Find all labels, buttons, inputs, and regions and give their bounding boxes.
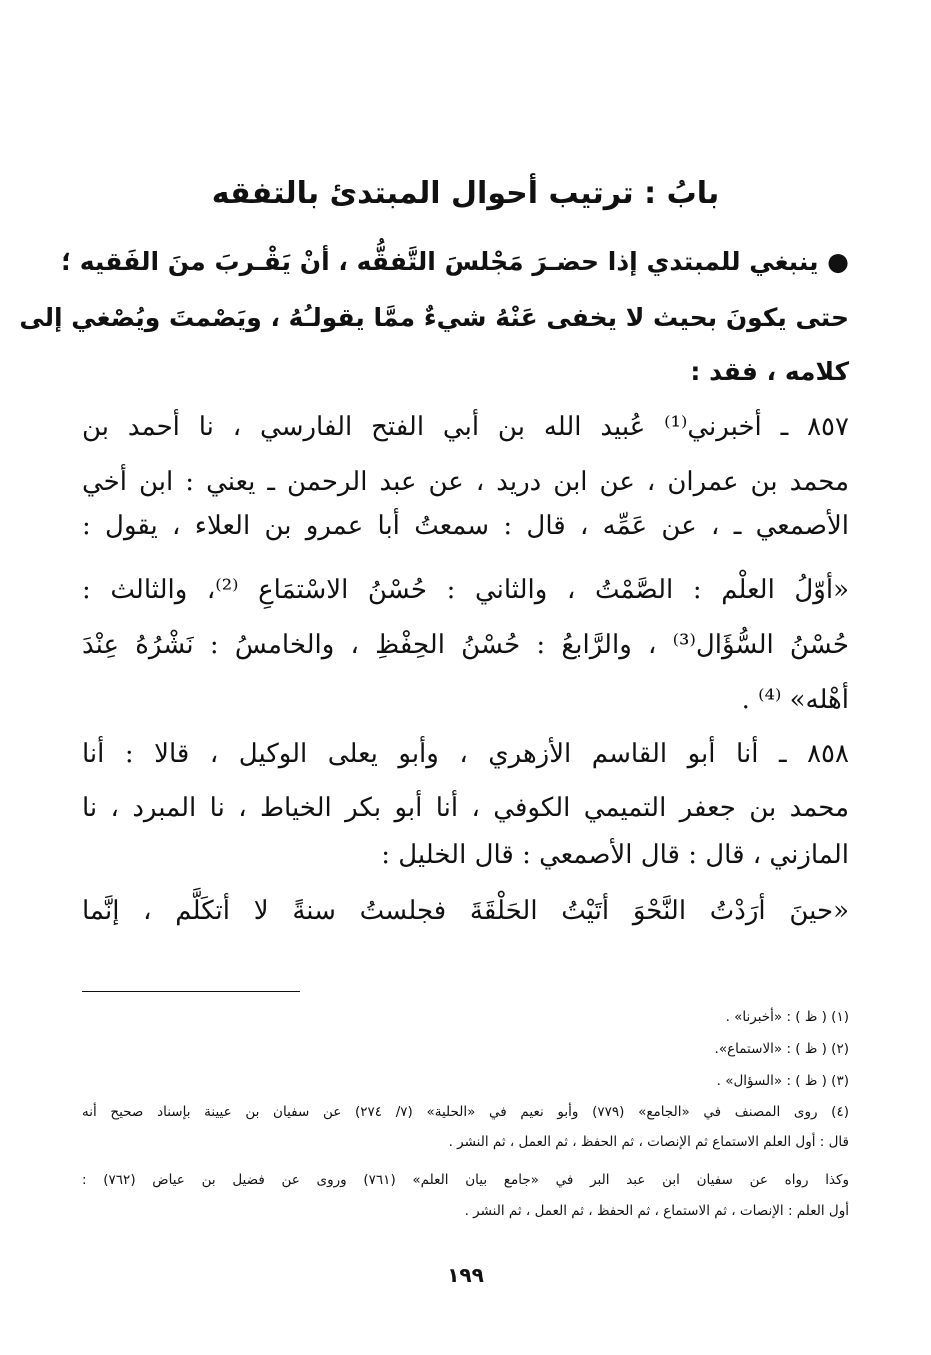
intro-line: حتى يكونَ بحيث لا يخفى عَنْهُ شيءٌ ممَّا يقولـُهُ ، ويَصْمتَ ويُصْغي إلى [19,303,849,332]
footnote: قال : أول العلم الاستماع ثم الإنصات ، ثم الحفظ ، ثم العمل ، ثم النشر . [448,1134,849,1150]
quote-858-line: «حينَ أرَدْتُ النَّحْوَ أتَيْتُ الحَلْقَةَ فجلستُ سنةً لا أتكَلَّم ، إنَّما [82,896,849,926]
intro-line: ● ينبغي للمبتدي إذا حضـرَ مَجْلسَ التَّفقُّه ، أنْ يَقْـربَ منَ الفَقيه ؛ [61,247,849,276]
hadith-858-line: المازني ، قال : قال الأصمعي : قال الخليل : [381,840,849,870]
hadith-857-line: ٨٥٧ ـ أخبرني⁽¹⁾ عُبيد الله بن أبي الفتح الفارسي ، نا أحمد بن [82,412,849,442]
page-number: ١٩٩ [447,1263,484,1287]
hadith-857-line: محمد بن عمران ، عن ابن دريد ، عن عبد الرحمن ـ يعني : ابن أخي [82,467,849,497]
footnote: وكذا رواه عن سفيان ابن عبد البر في «جامع بيان العلم» (٧٦١) وروى عن فضيل بن عياض (٧٦٢) : [82,1172,849,1188]
footnote: أول العلم : الإنصات ، ثم الاستماع ، ثم الحفظ ، ثم العمل ، ثم النشر . [464,1203,849,1219]
chapter-title: بابُ : ترتيب أحوال المبتدئ بالتفقه [211,176,720,211]
quote-857-line: حُسْنُ السُّؤَال⁽³⁾ ، والرَّابعُ : حُسْنُ الحِفْظِ ، والخامسُ : نَشْرُهُ عِنْدَ [82,630,849,660]
footnote: (٣) ( ظ ) : «السؤال» . [716,1073,849,1089]
hadith-857-line: الأصمعي ـ ، عن عَمِّه ، قال : سمعتُ أبا عمرو بن العلاء ، يقول : [82,511,849,541]
quote-857-line: أهْله» ⁽⁴⁾ . [741,685,849,715]
footnote: (٢) ( ظ ) : «الاستماع». [714,1041,849,1057]
quote-857-line: «أوّلُ العلْم : الصَّمْتُ ، والثاني : حُسْنُ الاسْتمَاعِ ⁽²⁾، والثالث : [82,575,849,605]
intro-line: كلامه ، فقد : [690,357,849,386]
footnote-separator [82,991,300,992]
footnote: (١) ( ظ ) : «أخبرنا» . [725,1009,849,1025]
hadith-858-line: محمد بن جعفر التميمي الكوفي ، أنا أبو بكر الخياط ، نا المبرد ، نا [82,793,849,823]
hadith-858-line: ٨٥٨ ـ أنا أبو القاسم الأزهري ، وأبو يعلى الوكيل ، قالا : أنا [82,739,849,769]
footnote: (٤) روى المصنف في «الجامع» (٧٧٩) وأبو نعيم في «الحلية» (٧/ ٢٧٤) عن سفيان بن عيينة بإسناد صحيح أنه [82,1104,849,1120]
